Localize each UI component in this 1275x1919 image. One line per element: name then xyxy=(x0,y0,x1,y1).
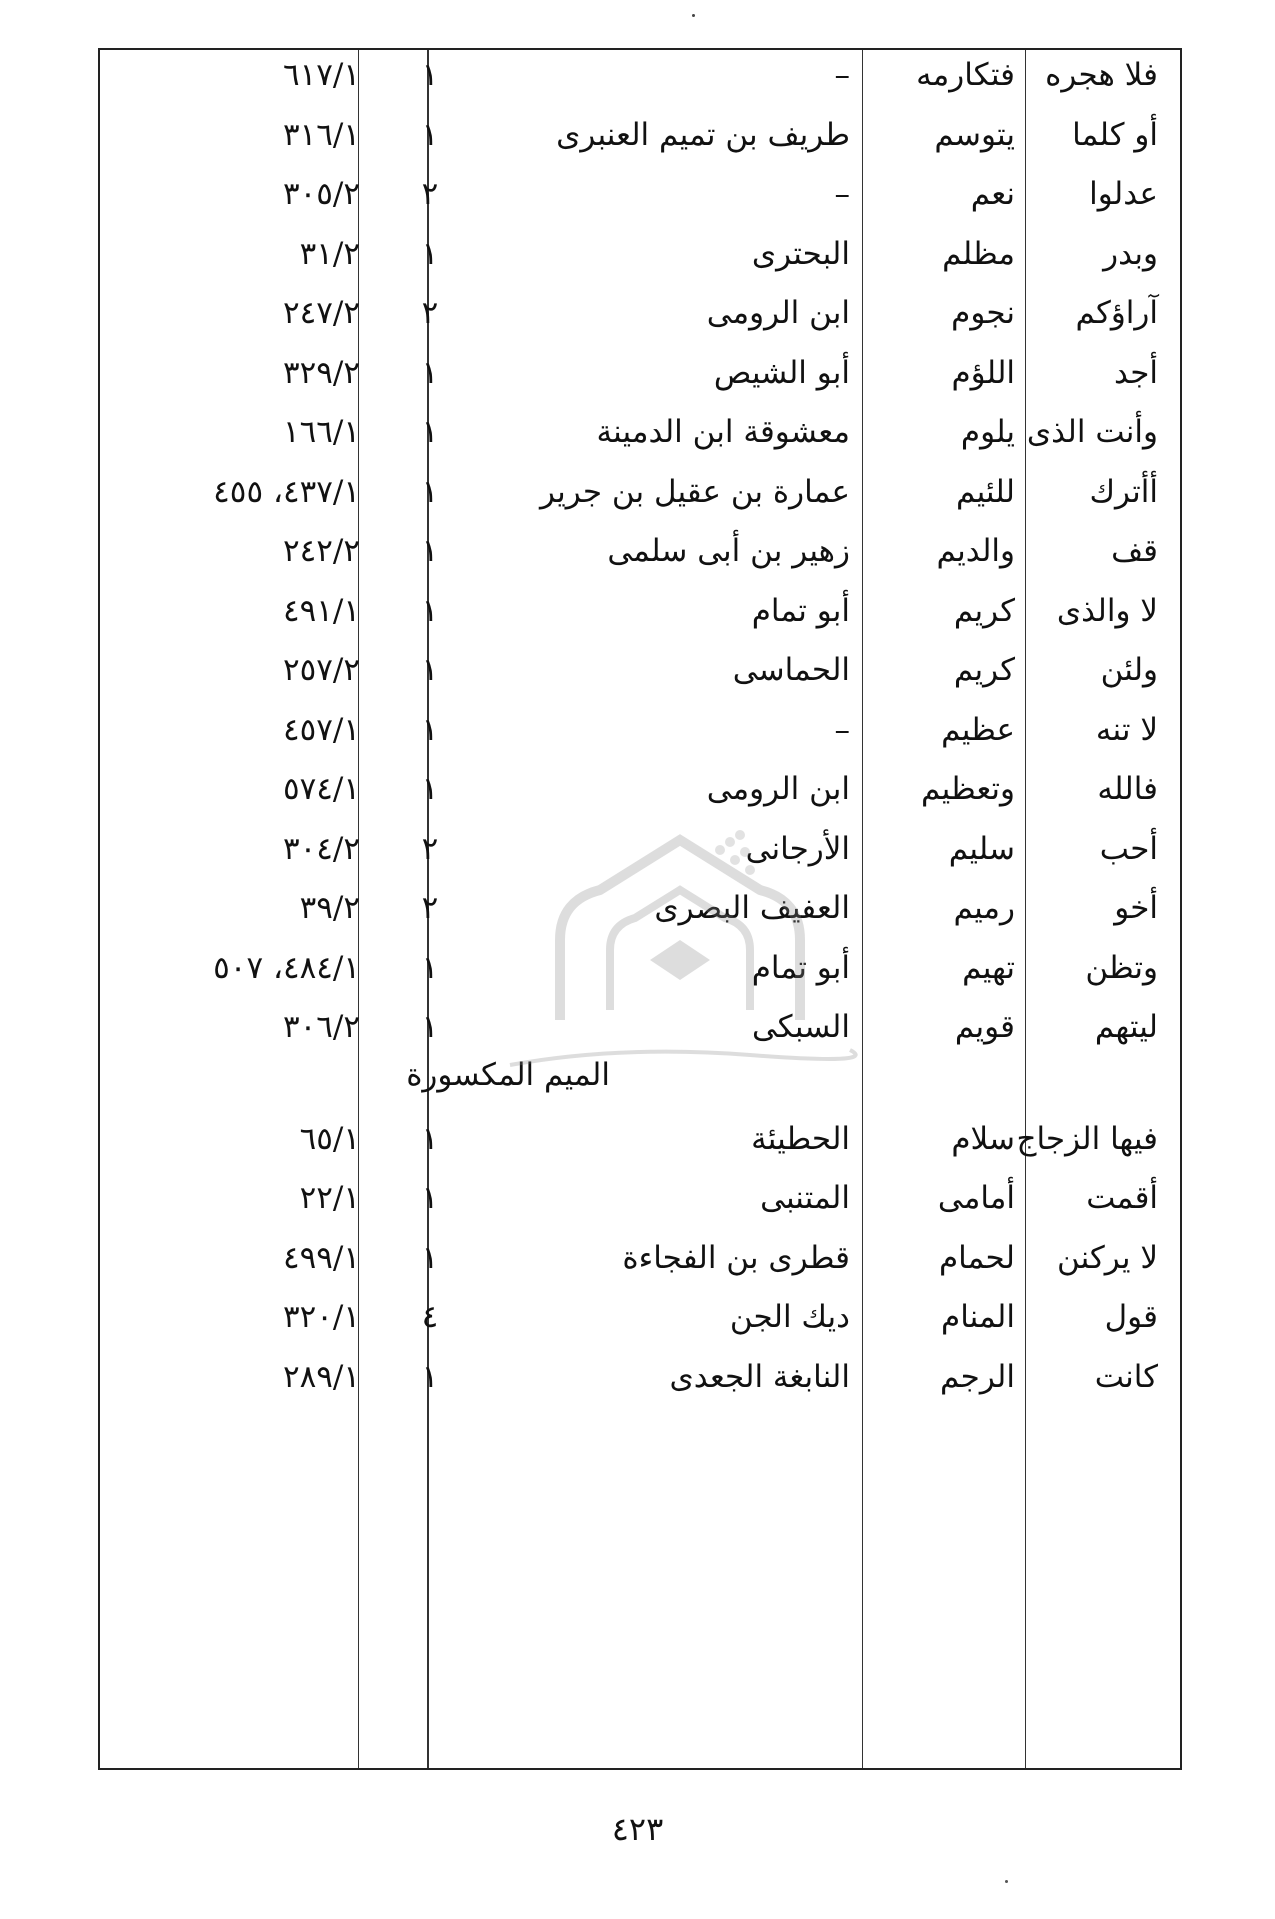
page-reference-cell: ٤٩٩/١ xyxy=(282,1240,360,1276)
page-reference-cell: ٣٠٦/٢ xyxy=(282,1009,360,1045)
verse-count-cell: ١ xyxy=(421,593,439,629)
verse-count-cell: ١ xyxy=(421,1121,439,1157)
page-reference-cell: ٢٥٧/٢ xyxy=(282,652,360,688)
section-heading: الميم المكسورة xyxy=(406,1057,610,1093)
first-words-cell: أقمت xyxy=(1086,1180,1158,1216)
page-reference-cell: ٣٩/٢ xyxy=(299,890,360,926)
first-words-cell: كانت xyxy=(1094,1359,1158,1395)
rhyme-word-cell: أمامى xyxy=(937,1180,1015,1216)
rhyme-word-cell: اللؤم xyxy=(951,355,1015,391)
first-words-cell: فلا هجره xyxy=(1045,57,1158,93)
poet-cell: الأرجانى xyxy=(745,831,850,867)
rhyme-word-cell: وتعظيم xyxy=(921,771,1015,807)
page-reference-cell: ١٦٦/١ xyxy=(282,414,360,450)
page-reference-cell: ٤٣٧/١، ٤٥٥ xyxy=(213,474,360,510)
rhyme-word-cell: كريم xyxy=(953,652,1015,688)
first-words-cell: أو كلما xyxy=(1072,117,1158,153)
verse-count-cell: ١ xyxy=(421,355,439,391)
column-divider xyxy=(1025,50,1026,1768)
poet-cell: أبو تمام xyxy=(751,950,850,986)
first-words-cell: وبدر xyxy=(1103,236,1158,272)
poet-cell: – xyxy=(834,176,850,212)
first-words-cell: قف xyxy=(1111,533,1158,569)
poet-cell: أبو الشيص xyxy=(713,355,850,391)
page-reference-cell: ٢٤٧/٢ xyxy=(282,295,360,331)
verse-count-cell: ٤ xyxy=(421,1299,439,1335)
page-reference-cell: ٤٩١/١ xyxy=(282,593,360,629)
first-words-cell: ولئن xyxy=(1100,652,1158,688)
poet-cell: – xyxy=(834,712,850,748)
page-reference-cell: ٥٧٤/١ xyxy=(282,771,360,807)
first-words-cell: أحب xyxy=(1099,831,1158,867)
poet-cell: زهير بن أبى سلمى xyxy=(607,533,850,569)
rhyme-word-cell: نعم xyxy=(970,176,1015,212)
verse-count-cell: ١ xyxy=(421,474,439,510)
poet-cell: – xyxy=(834,57,850,93)
poet-cell: السبكى xyxy=(751,1009,850,1045)
page-reference-cell: ٣١/٢ xyxy=(299,236,360,272)
poet-cell: الحطيئة xyxy=(751,1121,850,1157)
page-reference-cell: ٢٨٩/١ xyxy=(282,1359,360,1395)
poet-cell: عمارة بن عقيل بن جرير xyxy=(540,474,850,510)
first-words-cell: عدلوا xyxy=(1089,176,1158,212)
rhyme-word-cell: رميم xyxy=(953,890,1015,926)
poet-cell: طريف بن تميم العنبرى xyxy=(556,117,850,153)
rhyme-word-cell: تهيم xyxy=(962,950,1015,986)
scan-speck xyxy=(692,14,695,17)
page-reference-cell: ٦١٧/١ xyxy=(282,57,360,93)
page-reference-cell: ٣١٦/١ xyxy=(282,117,360,153)
verse-count-cell: ١ xyxy=(421,1359,439,1395)
rhyme-word-cell: عظيم xyxy=(941,712,1015,748)
rhyme-word-cell: قويم xyxy=(954,1009,1015,1045)
rhyme-word-cell: المنام xyxy=(941,1299,1015,1335)
first-words-cell: لا والذى xyxy=(1056,593,1158,629)
rhyme-word-cell: فتكارمه xyxy=(916,57,1015,93)
page-reference-cell: ٣٠٥/٢ xyxy=(282,176,360,212)
poet-cell: الحماسى xyxy=(732,652,850,688)
page-reference-cell: ٤٨٤/١، ٥٠٧ xyxy=(213,950,360,986)
first-words-cell: لا تنه xyxy=(1095,712,1158,748)
poet-cell: ابن الرومى xyxy=(706,295,850,331)
verse-count-cell: ١ xyxy=(421,57,439,93)
first-words-cell: قول xyxy=(1104,1299,1158,1335)
verse-count-cell: ١ xyxy=(421,950,439,986)
page-reference-cell: ٤٥٧/١ xyxy=(282,712,360,748)
first-words-cell: أجد xyxy=(1113,355,1158,391)
poet-cell: أبو تمام xyxy=(751,593,850,629)
verse-count-cell: ١ xyxy=(421,712,439,748)
verse-count-cell: ٢ xyxy=(421,176,439,212)
poet-cell: النابغة الجعدى xyxy=(669,1359,850,1395)
verse-count-cell: ١ xyxy=(421,652,439,688)
rhyme-word-cell: سلام xyxy=(951,1121,1015,1157)
rhyme-word-cell: للئيم xyxy=(955,474,1015,510)
first-words-cell: آراؤكم xyxy=(1075,295,1158,331)
verse-count-cell: ٢ xyxy=(421,831,439,867)
first-words-cell: فالله xyxy=(1097,771,1158,807)
page-number: ٤٢٣ xyxy=(611,1810,664,1848)
verse-count-cell: ١ xyxy=(421,117,439,153)
rhyme-word-cell: لحمام xyxy=(938,1240,1015,1276)
rhyme-word-cell: كريم xyxy=(953,593,1015,629)
rhyme-word-cell: سليم xyxy=(948,831,1015,867)
verse-count-cell: ١ xyxy=(421,236,439,272)
rhyme-word-cell: يلوم xyxy=(960,414,1015,450)
first-words-cell: لا يركنن xyxy=(1057,1240,1158,1276)
verse-count-cell: ٢ xyxy=(421,295,439,331)
first-words-cell: ليتهم xyxy=(1094,1009,1158,1045)
first-words-cell: وتظن xyxy=(1085,950,1158,986)
verse-count-cell: ١ xyxy=(421,533,439,569)
verse-count-cell: ١ xyxy=(421,1009,439,1045)
first-words-cell: وأنت الذى xyxy=(1026,414,1158,450)
page-reference-cell: ٣٠٤/٢ xyxy=(282,831,360,867)
poet-cell: المتنبى xyxy=(760,1180,850,1216)
page-reference-cell: ٦٥/١ xyxy=(299,1121,360,1157)
verse-count-cell: ١ xyxy=(421,1240,439,1276)
poet-cell: قطرى بن الفجاءة xyxy=(622,1240,850,1276)
poet-cell: معشوقة ابن الدمينة xyxy=(596,414,850,450)
rhyme-word-cell: مظلم xyxy=(942,236,1015,272)
poet-cell: البحترى xyxy=(751,236,850,272)
verse-count-cell: ٢ xyxy=(421,890,439,926)
page-reference-cell: ٢٢/١ xyxy=(299,1180,360,1216)
verse-count-cell: ١ xyxy=(421,771,439,807)
rhyme-word-cell: الرجم xyxy=(940,1359,1015,1395)
verse-count-cell: ١ xyxy=(421,1180,439,1216)
first-words-cell: أخو xyxy=(1114,890,1158,926)
page-reference-cell: ٢٤٢/٢ xyxy=(282,533,360,569)
column-divider xyxy=(862,50,863,1768)
poet-cell: العفيف البصرى xyxy=(654,890,850,926)
verse-count-cell: ١ xyxy=(421,414,439,450)
first-words-cell: فيها الزجاج xyxy=(1016,1121,1158,1157)
institution-watermark-logo xyxy=(500,820,860,1080)
page-reference-cell: ٣٢٩/٢ xyxy=(282,355,360,391)
poet-cell: ديك الجن xyxy=(729,1299,850,1335)
poet-cell: ابن الرومى xyxy=(706,771,850,807)
rhyme-word-cell: والديم xyxy=(936,533,1015,569)
first-words-cell: أأترك xyxy=(1089,474,1158,510)
scan-speck xyxy=(1005,1880,1008,1883)
page-reference-cell: ٣٢٠/١ xyxy=(282,1299,360,1335)
rhyme-word-cell: نجوم xyxy=(951,295,1015,331)
rhyme-word-cell: يتوسم xyxy=(934,117,1015,153)
